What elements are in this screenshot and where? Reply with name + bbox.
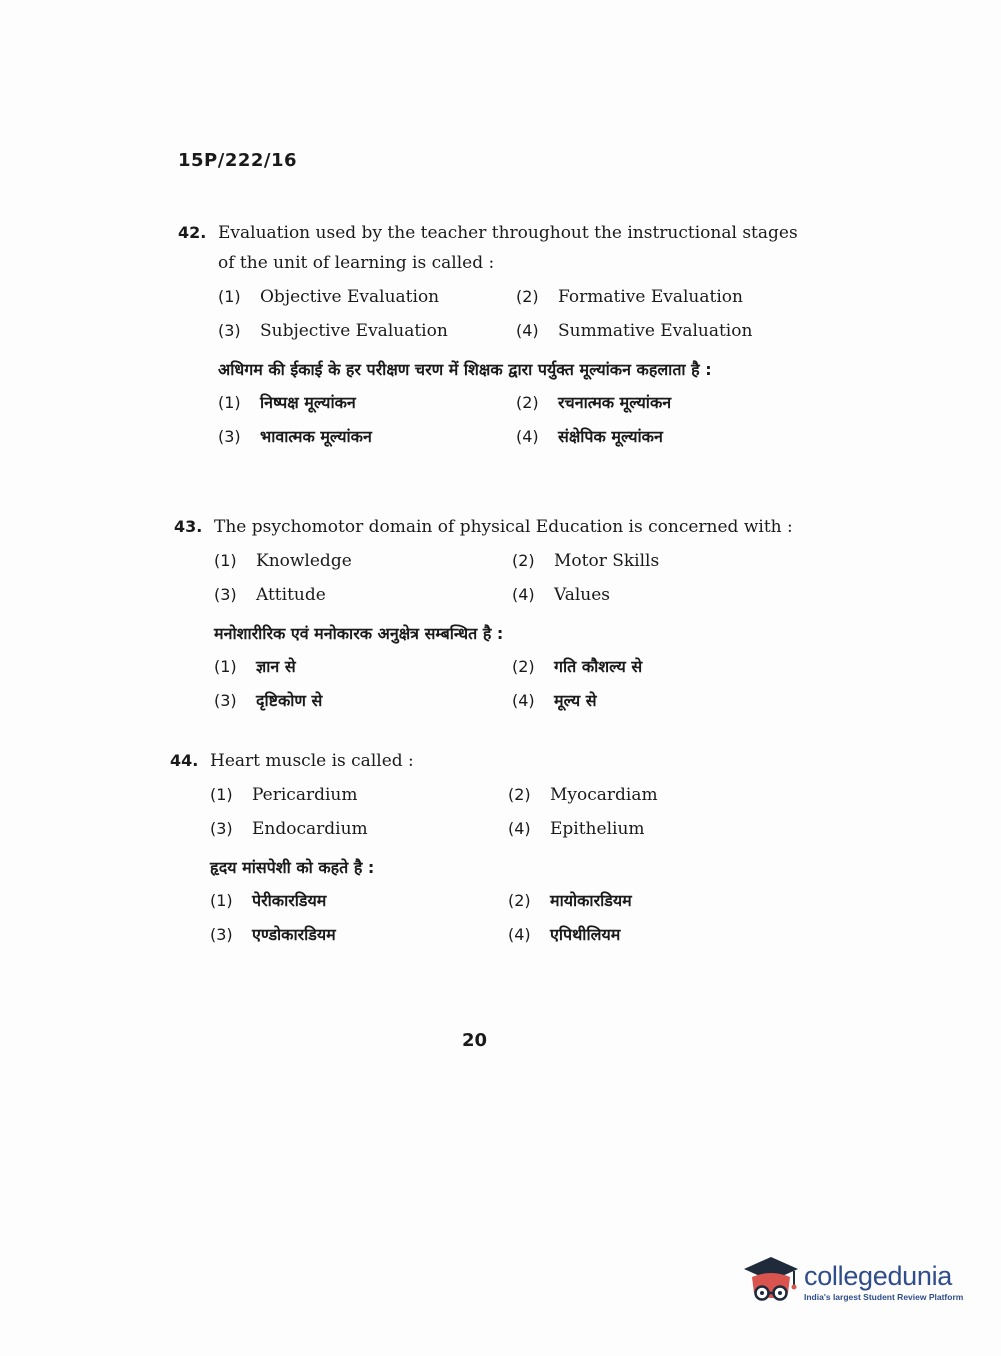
brand-name: collegedunia	[804, 1261, 953, 1291]
collegedunia-watermark	[742, 1250, 972, 1314]
question-43	[174, 512, 804, 716]
option: (2) Myocardiam	[508, 785, 658, 805]
question-text-hindi: अधिगम की ईकाई के हर परीक्षण चरण में शिक्षक द्वारा पर्युक्त मूल्यांकन कहलाता है :	[218, 360, 712, 379]
option: (1) ज्ञान से	[214, 657, 296, 676]
option: (3) Subjective Evaluation	[218, 321, 448, 341]
option: (1) Objective Evaluation	[218, 287, 440, 307]
options-english	[210, 780, 800, 844]
option: (3) Attitude	[214, 585, 326, 605]
option: (2) मायोकारडियम	[508, 891, 632, 910]
option: (4) Values	[512, 585, 611, 605]
question-number: 43.	[174, 517, 203, 536]
option: (2) गति कौशल्य से	[512, 657, 643, 676]
option: (1) Knowledge	[214, 551, 352, 571]
brand-tagline: India's largest Student Review Platform	[804, 1292, 964, 1302]
option: (2) Formative Evaluation	[516, 287, 743, 307]
question-42	[178, 218, 808, 452]
option: (3) भावात्मक मूल्यांकन	[218, 427, 372, 446]
option: (1) पेरीकारडियम	[210, 891, 327, 910]
question-text-hindi: मनोशारीरिक एवं मनोकारक अनुक्षेत्र सम्बन्धित है :	[214, 624, 504, 643]
question-text: The psychomotor domain of physical Education is concerned with :	[214, 517, 793, 537]
option: (4) Epithelium	[508, 819, 645, 839]
question-44	[170, 746, 800, 950]
option: (2) रचनात्मक मूल्यांकन	[516, 393, 672, 412]
question-text-hindi: हृदय मांसपेशी को कहते है :	[210, 858, 375, 877]
option: (4) संक्षेपिक मूल्यांकन	[516, 427, 663, 446]
option: (1) निष्पक्ष मूल्यांकन	[218, 393, 356, 412]
options-english	[214, 546, 804, 610]
collegedunia-logo-icon	[742, 1253, 800, 1311]
option: (2) Motor Skills	[512, 551, 660, 571]
option: (3) एण्डोकारडियम	[210, 925, 336, 944]
option: (4) Summative Evaluation	[516, 321, 753, 341]
option: (4) मूल्य से	[512, 691, 597, 710]
option: (3) Endocardium	[210, 819, 368, 839]
question-number: 42.	[178, 223, 207, 242]
question-number: 44.	[170, 751, 199, 770]
question-text: Evaluation used by the teacher throughout the instructional stages of the unit of learning is called :	[218, 223, 798, 273]
question-text: Heart muscle is called :	[210, 751, 414, 771]
options-hindi	[210, 886, 800, 950]
options-hindi	[218, 388, 808, 452]
option: (1) Pericardium	[210, 785, 358, 805]
options-hindi	[214, 652, 804, 716]
options-english	[218, 282, 808, 346]
option: (4) एपिथीलियम	[508, 925, 621, 944]
option: (3) दृष्टिकोण से	[214, 691, 323, 710]
paper-code: 15P/222/16	[178, 150, 298, 171]
page-number: 20	[462, 1030, 488, 1051]
